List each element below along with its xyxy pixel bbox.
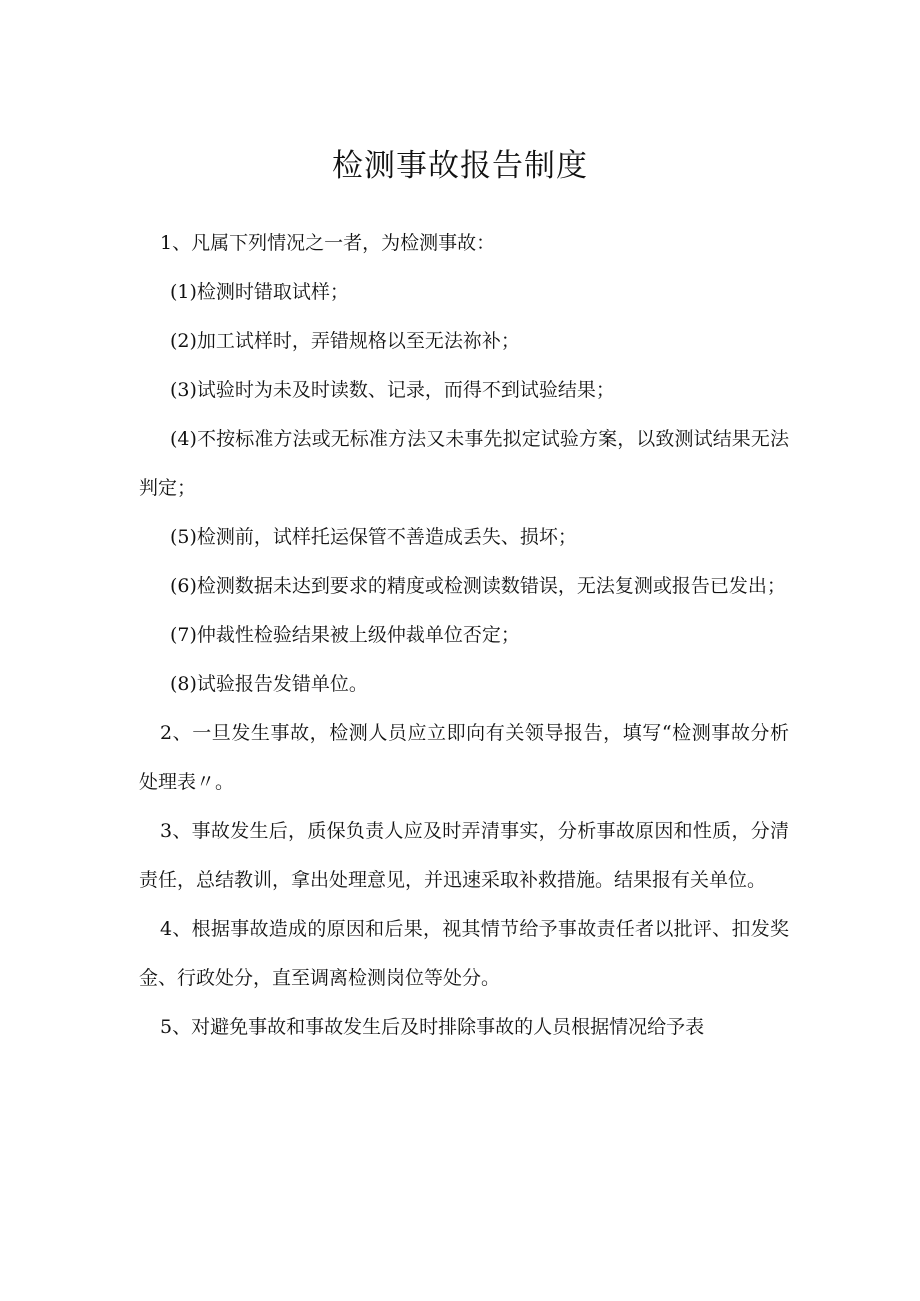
- paragraph-1-item-7: (7)仲裁性检验结果被上级仲裁单位否定；: [170, 624, 520, 646]
- paragraph-1-item-3: (3)试验时为未及时读数、记录，而得不到试验结果；: [170, 379, 615, 401]
- paragraph-5: 5、对避免事故和事故发生后及时排除事故的人员根据情况给予表: [160, 1016, 705, 1038]
- paragraph-3: 3、事故发生后，质保负责人应及时弄清事实，分析事故原因和性质，分清责任，总结教训，拿出处理意见，并迅速采取补救措施。结果报有关单位。: [139, 820, 789, 891]
- paragraph-1-item-5: (5)检测前，试样托运保管不善造成丢失、损坏；: [170, 526, 577, 548]
- document-title: 检测事故报告制度: [332, 148, 588, 184]
- paragraph-1-item-4: (4)不按标准方法或无标准方法又未事先拟定试验方案，以致测试结果无法判定；: [139, 428, 789, 499]
- document-body: [139, 219, 789, 1052]
- paragraph-1-item-2: (2)加工试样时，弄错规格以至无法祢补；: [170, 330, 520, 352]
- paragraph-1-item-8: (8)试验报告发错单位。: [170, 673, 368, 695]
- paragraph-1-item-6: (6)检测数据未达到要求的精度或检测读数错误，无法复测或报告已发出；: [170, 575, 786, 597]
- paragraph-1-item-1: (1)检测时错取试样；: [170, 281, 349, 303]
- paragraph-4: 4、根据事故造成的原因和后果，视其情节给予事故责任者以批评、扣发奖金、行政处分，直至调离检测岗位等处分。: [139, 918, 789, 989]
- paragraph-1: 1、凡属下列情况之一者，为检测事故：: [160, 232, 496, 254]
- paragraph-2: 2、一旦发生事故，检测人员应立即向有关领导报告，填写“检测事故分析处理表〃。: [139, 722, 789, 793]
